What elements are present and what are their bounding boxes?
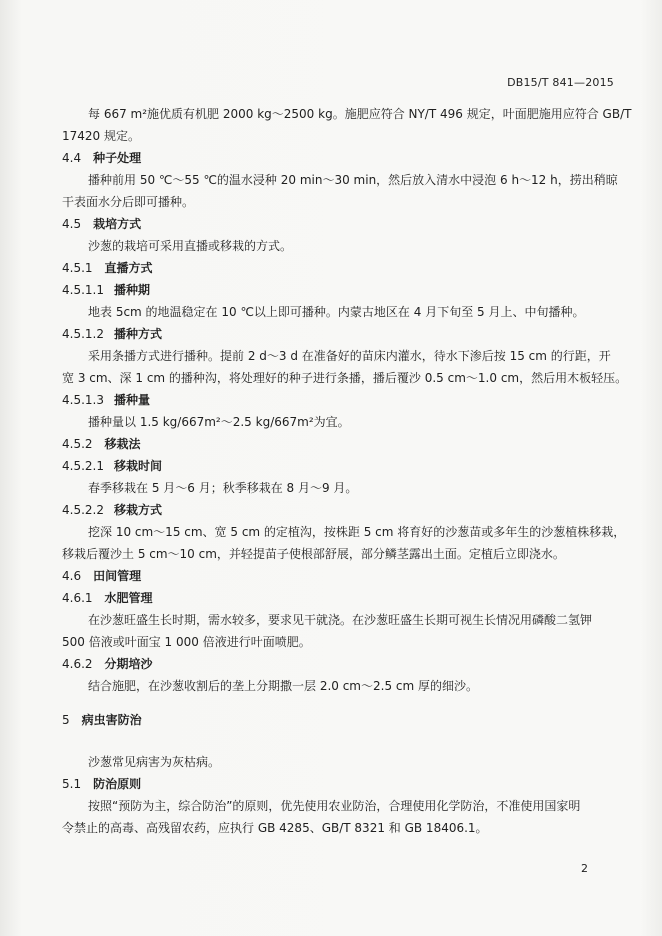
section-number: 5.1 <box>62 777 82 791</box>
paragraph-continuation: 500 倍液或叶面宝 1 000 倍液进行叶面喷肥。 <box>62 635 311 649</box>
section-heading <box>62 323 610 345</box>
section-title: 种子处理 <box>93 151 142 165</box>
spacer <box>62 697 610 709</box>
paragraph-continuation: 移栽后覆沙土 5 cm～10 cm，并轻提苗子使根部舒展，部分鳞茎露出土面。定植后立即浇水。 <box>62 547 565 561</box>
section-heading <box>62 433 610 455</box>
section-number: 4.5.1.2 <box>62 327 104 341</box>
section-title: 病虫害防治 <box>81 713 142 727</box>
paragraph: 按照“预防为主，综合防治”的原则，优先使用农业防治，合理使用化学防治，不准使用国家明 <box>88 799 581 813</box>
section-heading <box>62 653 610 675</box>
section-title: 防治原则 <box>93 777 142 791</box>
section-heading <box>62 565 610 587</box>
section-heading <box>62 389 610 411</box>
paragraph: 每 667 m²施优质有机肥 2000 kg～2500 kg。施肥应符合 NY/T 496 规定，叶面肥施用应符合 GB/T <box>88 107 632 121</box>
section-title: 栽培方式 <box>93 217 142 231</box>
paragraph: 挖深 10 cm～15 cm、宽 5 cm 的定植沟，按株距 5 cm 将育好的沙葱苗或多年生的沙葱植株移栽， <box>88 525 626 539</box>
section-heading <box>62 499 610 521</box>
standard-code-header: DB15/T 841—2015 <box>507 76 614 89</box>
document-body <box>62 103 632 839</box>
paragraph-continuation: 17420 规定。 <box>62 129 140 143</box>
section-title: 移栽方式 <box>113 503 162 517</box>
paragraph-continuation: 干表面水分后即可播种。 <box>62 195 195 209</box>
section-heading <box>62 279 610 301</box>
section-heading <box>62 587 610 609</box>
section-number: 4.5.1 <box>62 261 93 275</box>
paragraph: 采用条播方式进行播种。提前 2 d～3 d 在准备好的苗床内灌水，待水下渗后按 15 cm 的行距，开 <box>88 349 611 363</box>
paragraph: 结合施肥，在沙葱收割后的垄上分期撒一层 2.0 cm～2.5 cm 厚的细沙。 <box>88 679 479 693</box>
section-title: 播种期 <box>113 283 150 297</box>
paragraph: 春季移栽在 5 月～6 月；秋季移栽在 8 月～9 月。 <box>88 481 358 495</box>
section-title: 水肥管理 <box>104 591 153 605</box>
paragraph: 在沙葱旺盛生长时期，需水较多，要求见干就浇。在沙葱旺盛生长期可视生长情况用磷酸二氢钾 <box>88 613 593 627</box>
paragraph-continuation: 宽 3 cm、深 1 cm 的播种沟，将处理好的种子进行条播，播后覆沙 0.5 cm～1.0 cm，然后用木板轻压。 <box>62 371 628 385</box>
spacer <box>62 731 610 751</box>
section-number: 4.5.2.2 <box>62 503 104 517</box>
section-heading <box>62 257 610 279</box>
section-title: 移栽时间 <box>113 459 162 473</box>
paragraph: 沙葱的栽培可采用直播或移栽的方式。 <box>88 239 293 253</box>
section-heading <box>62 213 610 235</box>
section-number: 4.6 <box>62 569 82 583</box>
paragraph: 播种前用 50 ℃～55 ℃的温水浸种 20 min～30 min，然后放入清水中浸泡 6 h～12 h，捞出稍晾 <box>88 173 618 187</box>
paragraph: 沙葱常见病害为灰枯病。 <box>88 755 221 769</box>
paragraph: 地表 5cm 的地温稳定在 10 ℃以上即可播种。内蒙古地区在 4 月下旬至 5 月上、中旬播种。 <box>88 305 585 319</box>
section-number: 4.5.2 <box>62 437 93 451</box>
section-number: 4.5.1.3 <box>62 393 104 407</box>
page-number: 2 <box>581 862 588 875</box>
section-number: 5 <box>62 713 70 727</box>
section-heading <box>62 147 610 169</box>
section-number: 4.5 <box>62 217 82 231</box>
section-title: 播种方式 <box>113 327 162 341</box>
section-title: 田间管理 <box>93 569 142 583</box>
paragraph-continuation: 令禁止的高毒、高残留农药，应执行 GB 4285、GB/T 8321 和 GB 18406.1。 <box>62 821 488 835</box>
section-number: 4.6.1 <box>62 591 93 605</box>
section-title: 直播方式 <box>104 261 153 275</box>
section-number: 4.4 <box>62 151 82 165</box>
section-number: 4.5.1.1 <box>62 283 104 297</box>
section-heading <box>62 455 610 477</box>
section-title: 播种量 <box>113 393 150 407</box>
section-heading <box>62 773 610 795</box>
paragraph: 播种量以 1.5 kg/667m²～2.5 kg/667m²为宜。 <box>88 415 350 429</box>
section-heading <box>62 709 610 731</box>
section-title: 移栽法 <box>104 437 141 451</box>
section-number: 4.5.2.1 <box>62 459 104 473</box>
section-title: 分期培沙 <box>104 657 153 671</box>
section-number: 4.6.2 <box>62 657 93 671</box>
